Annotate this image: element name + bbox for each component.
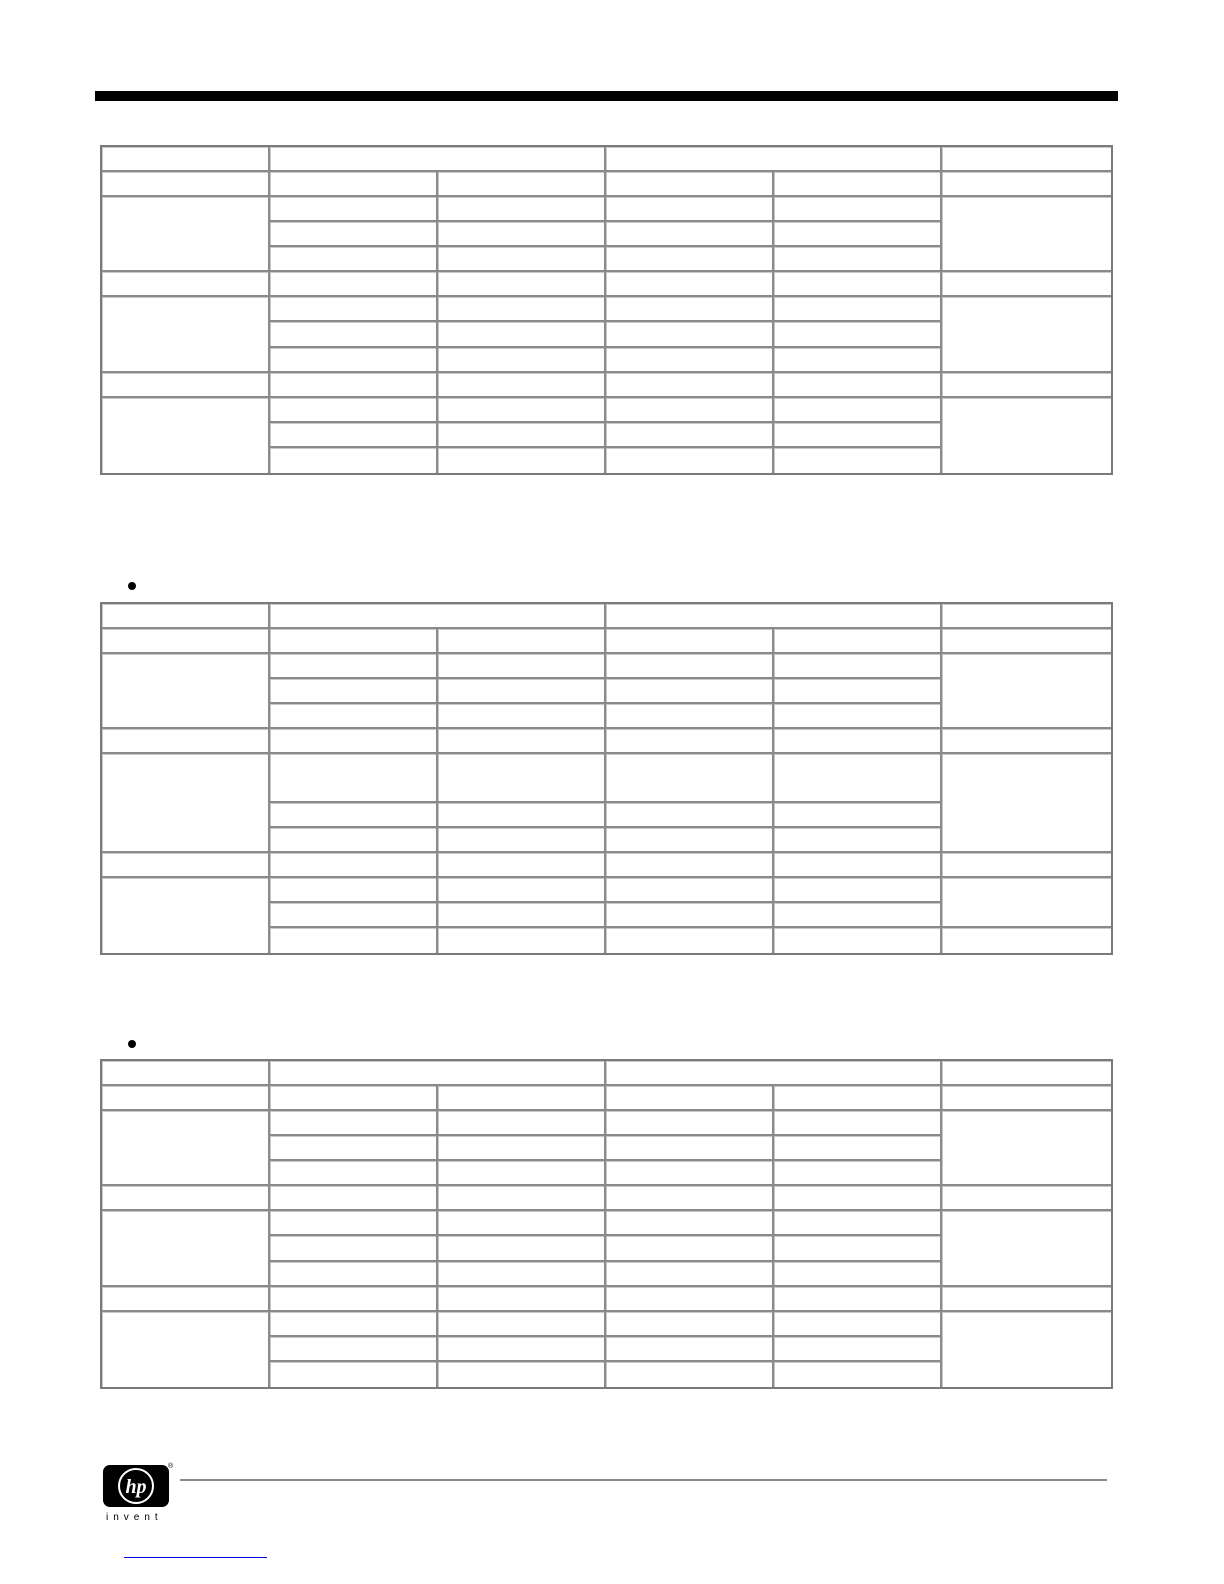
table-cell [438, 423, 606, 448]
table-cell [942, 297, 1111, 372]
table-cell [438, 1362, 606, 1387]
table-cell [942, 629, 1111, 654]
table-cell [606, 1186, 774, 1211]
spec-table-2 [100, 602, 1113, 955]
table-cell [942, 398, 1111, 473]
table-cell [606, 1211, 774, 1236]
table-cell [438, 803, 606, 828]
table-cell [270, 297, 438, 322]
table-cell [102, 1186, 270, 1211]
table-cell [606, 828, 774, 853]
table-cell [438, 1186, 606, 1211]
table-cell [606, 629, 774, 654]
table-cell [774, 1287, 942, 1312]
table-cell [774, 654, 942, 679]
table-cell [270, 147, 606, 172]
table-row [102, 1287, 1111, 1312]
table-cell [438, 1236, 606, 1261]
table-cell [438, 1211, 606, 1236]
table-cell [774, 903, 942, 928]
table-cell [606, 1136, 774, 1161]
table-cell [438, 679, 606, 704]
table-row [102, 654, 1111, 679]
table-cell [438, 754, 606, 803]
table-cell [606, 1262, 774, 1287]
table-cell [438, 853, 606, 878]
table-cell [270, 1211, 438, 1236]
table-cell [606, 322, 774, 347]
table-cell [942, 147, 1111, 172]
table-cell [438, 828, 606, 853]
table-cell [270, 1161, 438, 1186]
table-row [102, 297, 1111, 322]
table-cell [270, 1337, 438, 1362]
table-cell [774, 1236, 942, 1261]
table-row [102, 729, 1111, 754]
table-cell [606, 704, 774, 729]
hp-logo [103, 1465, 169, 1507]
table-cell [270, 1287, 438, 1312]
table-cell [270, 1186, 438, 1211]
table-cell [774, 1211, 942, 1236]
table-cell [102, 1061, 270, 1086]
table-cell [438, 704, 606, 729]
table-row [102, 373, 1111, 398]
table-cell [606, 1236, 774, 1261]
table-cell [942, 1111, 1111, 1186]
table-cell [438, 448, 606, 473]
table-cell [606, 1061, 942, 1086]
table-cell [438, 654, 606, 679]
table-cell [606, 222, 774, 247]
table-cell [942, 654, 1111, 729]
table-cell [438, 729, 606, 754]
table-cell [102, 1086, 270, 1111]
table-cell [438, 322, 606, 347]
table-cell [774, 373, 942, 398]
table-cell [774, 928, 942, 953]
table-cell [438, 1161, 606, 1186]
table-cell [606, 1337, 774, 1362]
bullet-marker [128, 1040, 136, 1048]
table-cell [270, 197, 438, 222]
table-cell [102, 147, 270, 172]
table-cell [606, 729, 774, 754]
table-cell [438, 172, 606, 197]
table-cell [942, 272, 1111, 297]
table-cell [606, 147, 942, 172]
table-cell [606, 654, 774, 679]
table-cell [774, 704, 942, 729]
table-cell [270, 1086, 438, 1111]
table-cell [942, 604, 1111, 629]
table-cell [774, 1362, 942, 1387]
table-cell [102, 853, 270, 878]
table-cell [102, 272, 270, 297]
tagline: invent [106, 1512, 163, 1523]
table-cell [774, 629, 942, 654]
table-cell [774, 1337, 942, 1362]
table-cell [606, 754, 774, 803]
table-cell [774, 297, 942, 322]
table-cell [102, 1287, 270, 1312]
table-cell [774, 1186, 942, 1211]
table-cell [606, 197, 774, 222]
table-cell [942, 878, 1111, 928]
table-cell [270, 272, 438, 297]
table-cell [102, 654, 270, 729]
table-cell [102, 1312, 270, 1387]
table-cell [438, 629, 606, 654]
table-cell [102, 197, 270, 272]
table-cell [270, 222, 438, 247]
table-cell [942, 1312, 1111, 1387]
table-cell [102, 1111, 270, 1186]
table-row [102, 1211, 1111, 1236]
footer-link[interactable] [124, 1557, 267, 1558]
table-cell [270, 704, 438, 729]
table-cell [102, 629, 270, 654]
table-cell [438, 903, 606, 928]
table-cell [270, 423, 438, 448]
table-cell [774, 322, 942, 347]
table-cell [774, 1312, 942, 1337]
table-cell [270, 1312, 438, 1337]
table-cell [774, 1262, 942, 1287]
table-cell [606, 448, 774, 473]
table-cell [438, 222, 606, 247]
table-cell [606, 1086, 774, 1111]
table-cell [774, 348, 942, 373]
table-cell [774, 1161, 942, 1186]
table-cell [942, 1211, 1111, 1286]
table-cell [438, 1086, 606, 1111]
table-cell [438, 398, 606, 423]
table-cell [270, 398, 438, 423]
table-cell [774, 679, 942, 704]
table-cell [270, 853, 438, 878]
table-cell [942, 754, 1111, 853]
table-cell [606, 423, 774, 448]
table-cell [270, 1136, 438, 1161]
table-cell [942, 1186, 1111, 1211]
table-cell [270, 803, 438, 828]
table-cell [606, 878, 774, 903]
table-cell [102, 754, 270, 853]
table-cell [774, 448, 942, 473]
table-cell [270, 1236, 438, 1261]
table-cell [606, 928, 774, 953]
table-row [102, 853, 1111, 878]
table-cell [774, 1136, 942, 1161]
spec-table-1 [100, 145, 1113, 475]
footer-rule [180, 1479, 1107, 1481]
table-cell [606, 1161, 774, 1186]
table-cell [942, 1061, 1111, 1086]
table-cell [102, 297, 270, 372]
table-cell [270, 348, 438, 373]
table-cell [270, 629, 438, 654]
table-cell [774, 754, 942, 803]
table-cell [774, 1111, 942, 1136]
table-cell [438, 928, 606, 953]
table-row [102, 1086, 1111, 1111]
table-cell [774, 423, 942, 448]
table-cell [606, 247, 774, 272]
table-cell [270, 604, 606, 629]
bullet-marker [128, 582, 136, 590]
table-cell [942, 729, 1111, 754]
table-cell [606, 679, 774, 704]
table-cell [270, 322, 438, 347]
hp-logo-text: hp [125, 1476, 147, 1498]
table-cell [942, 928, 1111, 953]
table-cell [774, 272, 942, 297]
table-cell [438, 272, 606, 297]
table-cell [270, 1061, 606, 1086]
table-cell [102, 172, 270, 197]
table-cell [606, 272, 774, 297]
table-row [102, 147, 1111, 172]
table-cell [606, 1287, 774, 1312]
table-cell [438, 878, 606, 903]
table-cell [942, 1287, 1111, 1312]
table-cell [774, 398, 942, 423]
table-cell [606, 1111, 774, 1136]
spec-table-3 [100, 1059, 1113, 1389]
table-cell [774, 803, 942, 828]
table-cell [606, 1312, 774, 1337]
table-cell [270, 729, 438, 754]
table-cell [270, 247, 438, 272]
table-row [102, 172, 1111, 197]
table-cell [438, 297, 606, 322]
table-cell [942, 197, 1111, 272]
hp-logo-icon [103, 1465, 169, 1507]
table-cell [270, 1362, 438, 1387]
table-cell [270, 1111, 438, 1136]
table-cell [270, 1262, 438, 1287]
table-cell [270, 878, 438, 903]
table-cell [942, 172, 1111, 197]
table-cell [102, 878, 270, 953]
table-cell [774, 222, 942, 247]
table-cell [438, 1262, 606, 1287]
table-cell [438, 247, 606, 272]
table-cell [102, 1211, 270, 1286]
table-cell [270, 679, 438, 704]
table-cell [102, 373, 270, 398]
table-cell [270, 373, 438, 398]
table-cell [438, 373, 606, 398]
table-cell [270, 928, 438, 953]
table-row [102, 197, 1111, 222]
table-cell [774, 828, 942, 853]
table-row [102, 398, 1111, 423]
table-cell [942, 373, 1111, 398]
table-row [102, 1061, 1111, 1086]
table-cell [438, 1287, 606, 1312]
table-cell [942, 1086, 1111, 1111]
table-row [102, 272, 1111, 297]
table-cell [606, 903, 774, 928]
table-cell [438, 1111, 606, 1136]
table-cell [606, 348, 774, 373]
table-cell [774, 853, 942, 878]
table-cell [438, 1136, 606, 1161]
table-cell [774, 172, 942, 197]
table-cell [606, 297, 774, 322]
table-cell [606, 803, 774, 828]
table-cell [102, 398, 270, 473]
table-cell [606, 172, 774, 197]
table-cell [270, 654, 438, 679]
table-row [102, 1111, 1111, 1136]
table-cell [270, 903, 438, 928]
header-bar [95, 91, 1118, 101]
table-cell [606, 853, 774, 878]
table-cell [270, 754, 438, 803]
table-row [102, 754, 1111, 803]
table-cell [270, 448, 438, 473]
table-cell [102, 604, 270, 629]
table-cell [774, 878, 942, 903]
table-cell [438, 197, 606, 222]
table-row [102, 1186, 1111, 1211]
table-cell [774, 247, 942, 272]
table-row [102, 878, 1111, 903]
table-cell [606, 373, 774, 398]
table-cell [438, 348, 606, 373]
table-cell [438, 1312, 606, 1337]
table-cell [102, 729, 270, 754]
table-cell [606, 398, 774, 423]
table-cell [942, 853, 1111, 878]
table-cell [270, 172, 438, 197]
table-cell [606, 604, 942, 629]
table-cell [606, 1362, 774, 1387]
table-cell [438, 1337, 606, 1362]
table-row [102, 1312, 1111, 1337]
registered-mark: ® [168, 1463, 174, 1470]
table-row [102, 604, 1111, 629]
table-cell [774, 729, 942, 754]
table-cell [774, 1086, 942, 1111]
table-cell [774, 197, 942, 222]
table-cell [270, 828, 438, 853]
table-row [102, 629, 1111, 654]
